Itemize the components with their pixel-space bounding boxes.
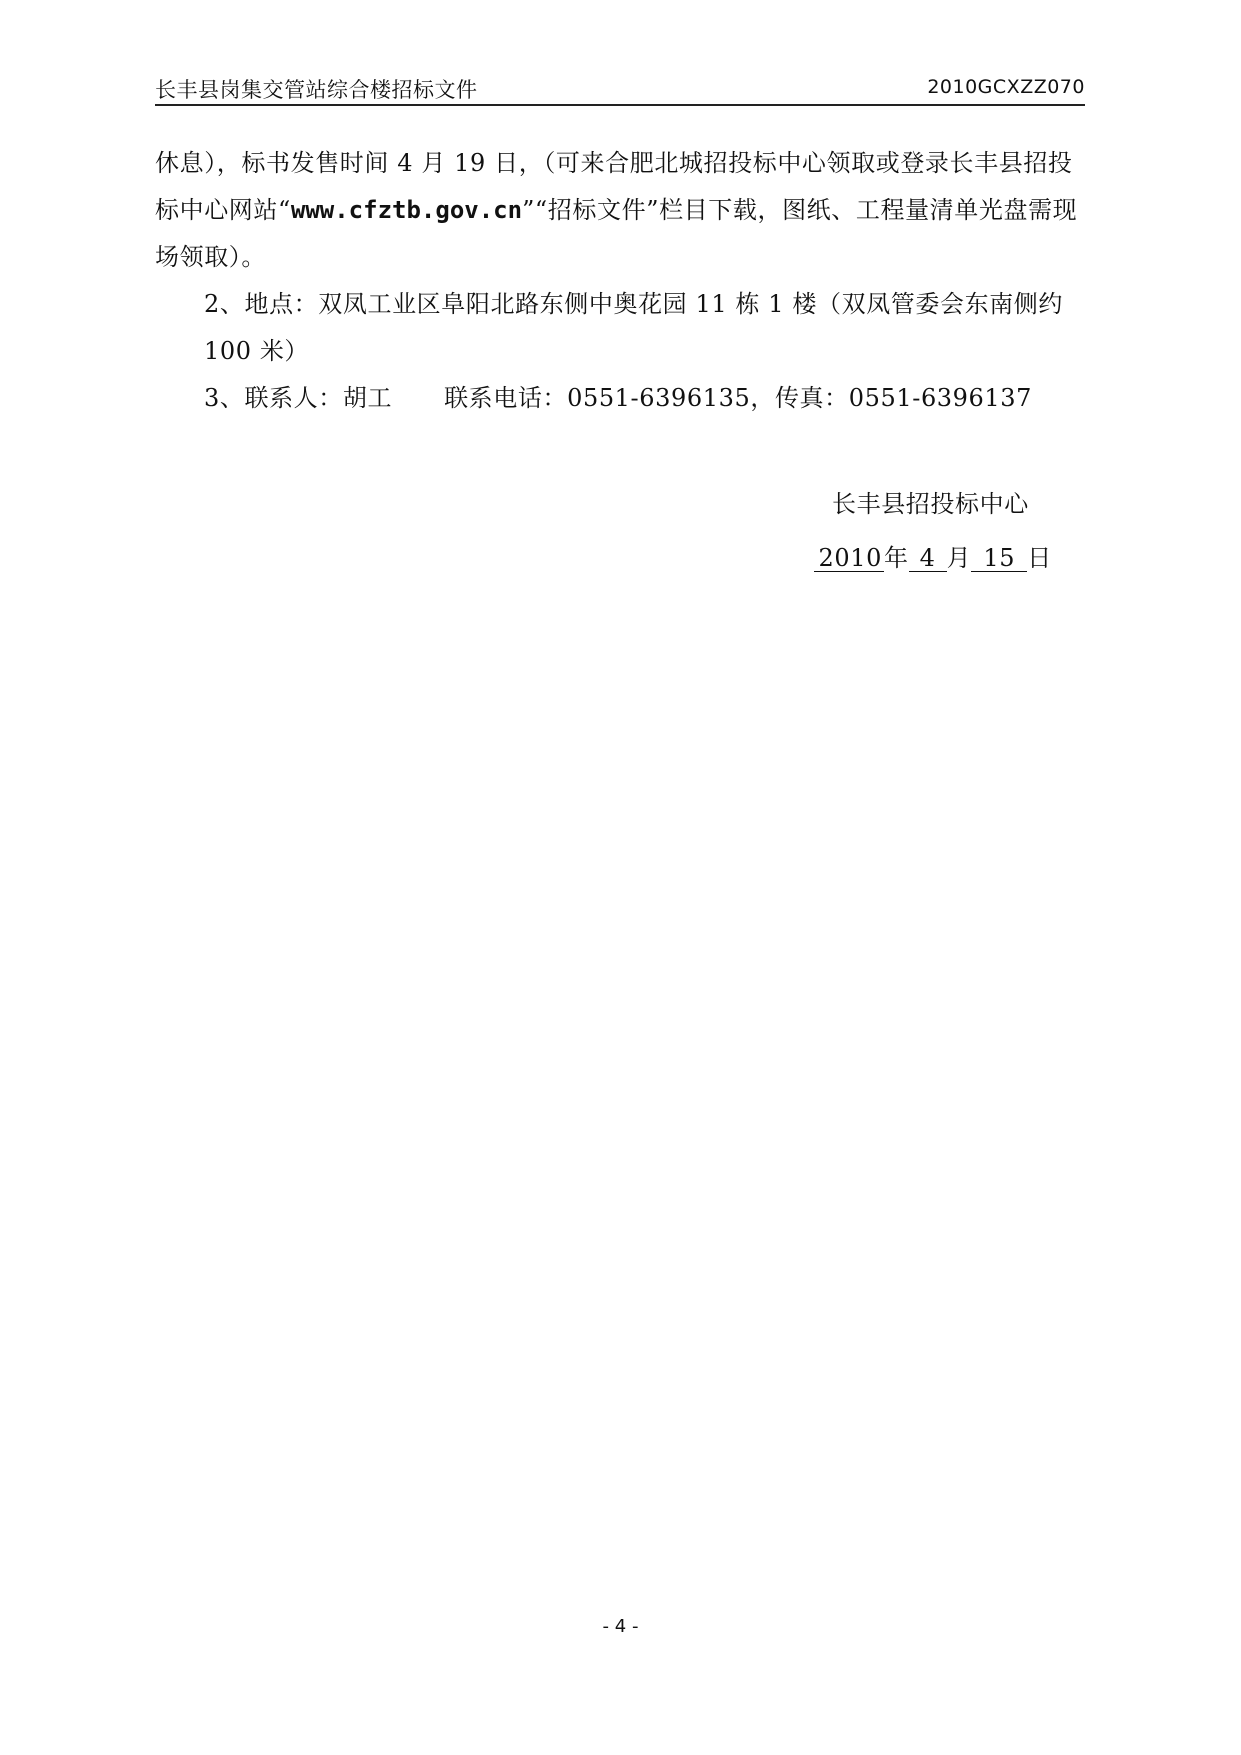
document-code: 2010GCXZZ070 (927, 76, 1085, 98)
website-url: www.cfztb.gov.cn (290, 196, 523, 224)
signature-organization: 长丰县招投标中心 (832, 490, 1029, 518)
signature-date (814, 538, 1052, 573)
paragraph-contact (155, 375, 1085, 422)
paragraph-location: 2、地点：双凤工业区阜阳北路东侧中奥花园 11 栋 1 楼（双凤管委会东南侧约 100 米） (204, 290, 1063, 365)
page-header (155, 68, 1085, 106)
date-year: 2010 (814, 545, 884, 572)
date-month: 4 (909, 545, 947, 572)
paragraph-sale-info (155, 140, 1085, 281)
contact-person: 3、联系人：胡工 (204, 384, 393, 412)
sale-info-text: 休息），标书发售时间 4 月 19 日，（可来合肥北城招投标中心领取或登录长丰县招投标中心网站“ (155, 149, 1073, 224)
page-number: - 4 - (602, 1616, 639, 1637)
date-day: 15 (971, 545, 1027, 572)
sale-info-text-continued: ”“招标文件”栏目下载，图纸、工程量清单光盘需现场领取）。 (155, 196, 1078, 271)
contact-phone-fax: 联系电话：0551-6396135，传真：0551-6396137 (444, 384, 1033, 412)
document-title: 长丰县岗集交管站综合楼招标文件 (155, 78, 478, 102)
date-month-unit: 月 (946, 544, 972, 572)
date-year-unit: 年 (884, 544, 909, 572)
document-body (155, 140, 1085, 422)
date-day-unit: 日 (1027, 544, 1052, 572)
